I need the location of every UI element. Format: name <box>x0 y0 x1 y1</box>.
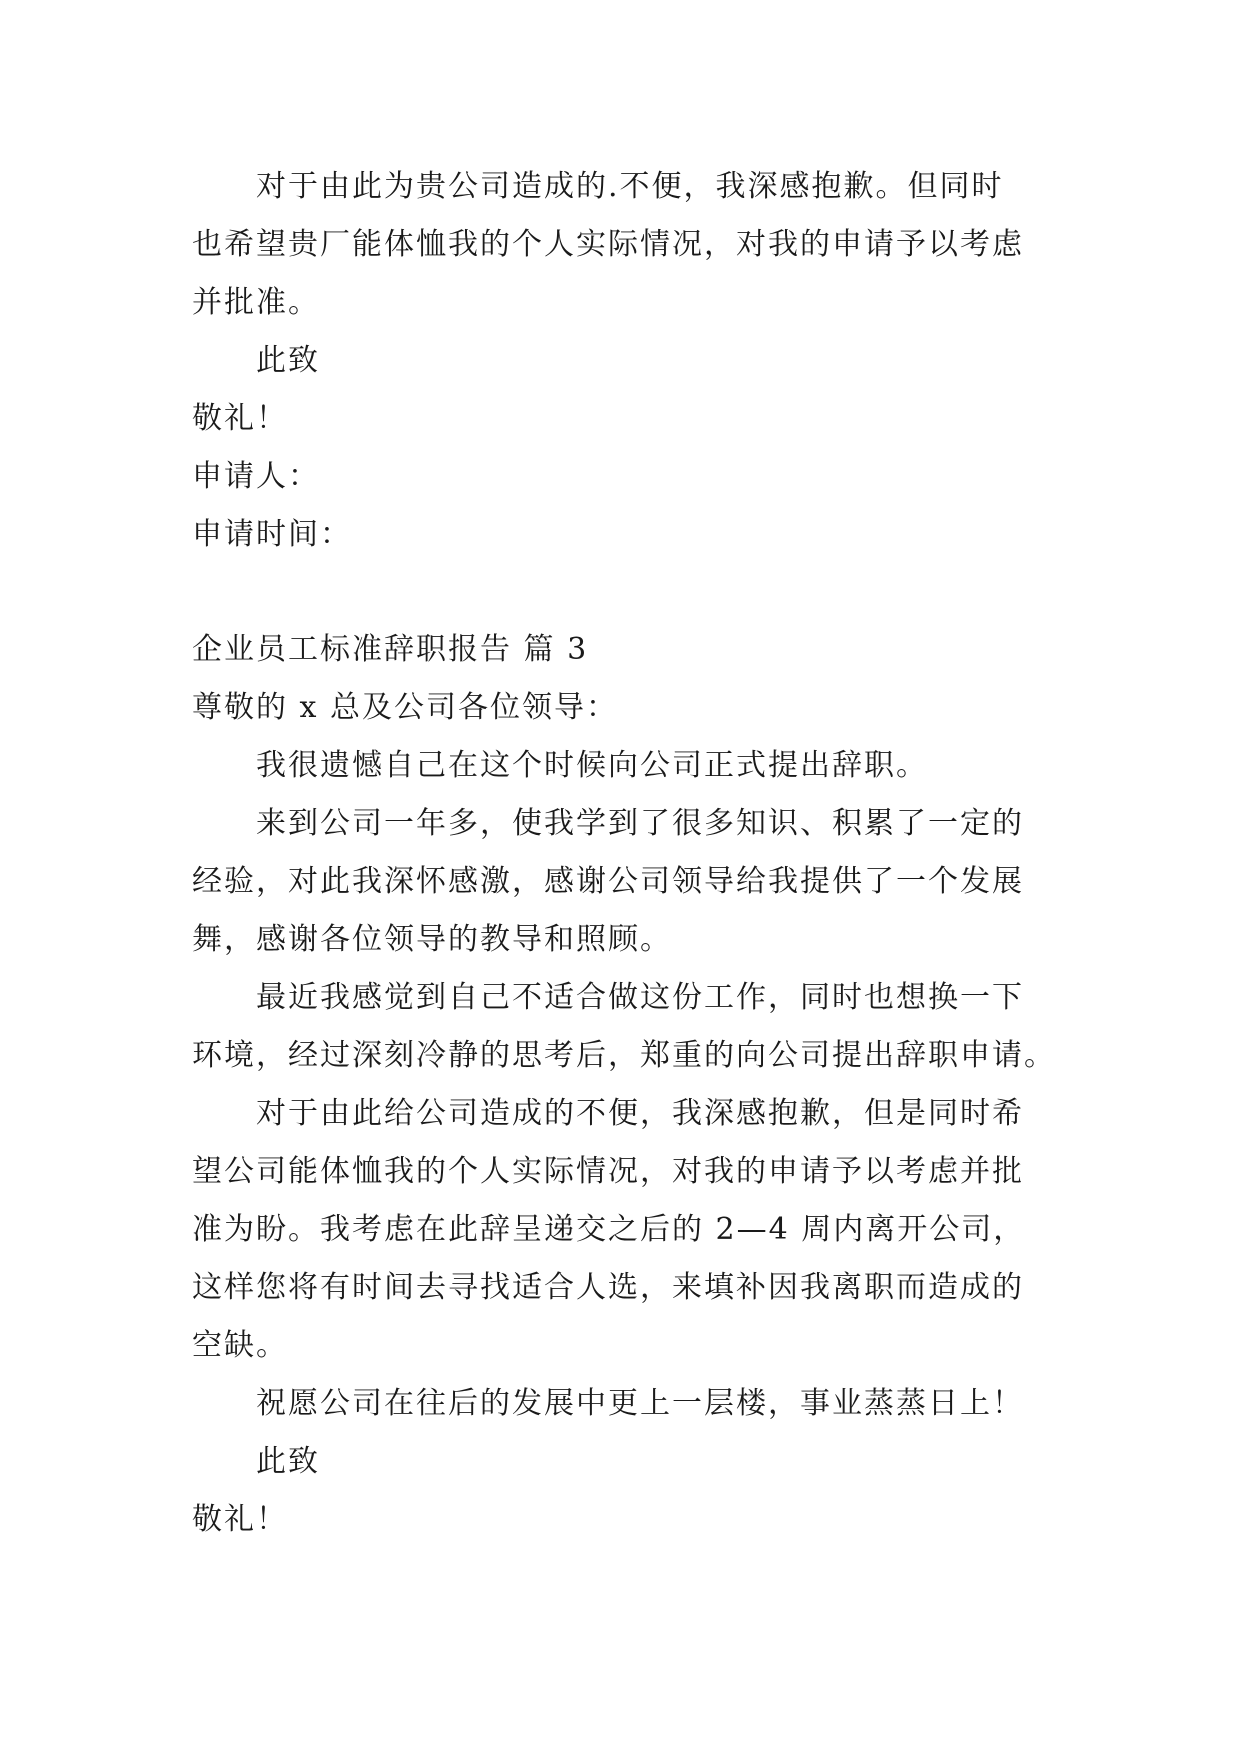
paragraph-line: 环境，经过深刻冷静的思考后，郑重的向公司提出辞职申请。 <box>192 1038 1056 1073</box>
paragraph-line: 舞，感谢各位领导的教导和照顾。 <box>192 922 672 957</box>
paragraph-line: 对于由此为贵公司造成的.不便，我深感抱歉。但同时 <box>256 169 1004 204</box>
closing-text: 此致 <box>256 1444 320 1479</box>
paragraph-line: 空缺。 <box>192 1328 288 1363</box>
paragraph-line: 来到公司一年多，使我学到了很多知识、积累了一定的 <box>256 806 1024 841</box>
paragraph-line: 也希望贵厂能体恤我的个人实际情况，对我的申请予以考虑 <box>192 227 1024 262</box>
greeting: 尊敬的 x 总及公司各位领导： <box>192 690 618 725</box>
paragraph-line: 我很遗憾自己在这个时候向公司正式提出辞职。 <box>256 748 928 783</box>
applicant-label: 申请人： <box>192 459 320 494</box>
salute-text: 敬礼！ <box>192 401 288 436</box>
paragraph-line: 对于由此给公司造成的不便，我深感抱歉，但是同时希 <box>256 1096 1024 1131</box>
paragraph-line: 准为盼。我考虑在此辞呈递交之后的 2—4 周内离开公司， <box>192 1212 1026 1247</box>
paragraph-line: 望公司能体恤我的个人实际情况，对我的申请予以考虑并批 <box>192 1154 1024 1189</box>
paragraph-line: 并批准。 <box>192 285 320 320</box>
paragraph-line: 这样您将有时间去寻找适合人选，来填补因我离职而造成的 <box>192 1270 1024 1305</box>
section-heading: 企业员工标准辞职报告 篇 3 <box>192 632 589 667</box>
paragraph-line: 最近我感觉到自己不适合做这份工作，同时也想换一下 <box>256 980 1024 1015</box>
closing-text: 此致 <box>256 343 320 378</box>
salute-text: 敬礼！ <box>192 1502 288 1537</box>
paragraph-line: 经验，对此我深怀感激，感谢公司领导给我提供了一个发展 <box>192 864 1024 899</box>
date-label: 申请时间： <box>192 517 352 552</box>
paragraph-line: 祝愿公司在往后的发展中更上一层楼，事业蒸蒸日上！ <box>256 1386 1024 1421</box>
